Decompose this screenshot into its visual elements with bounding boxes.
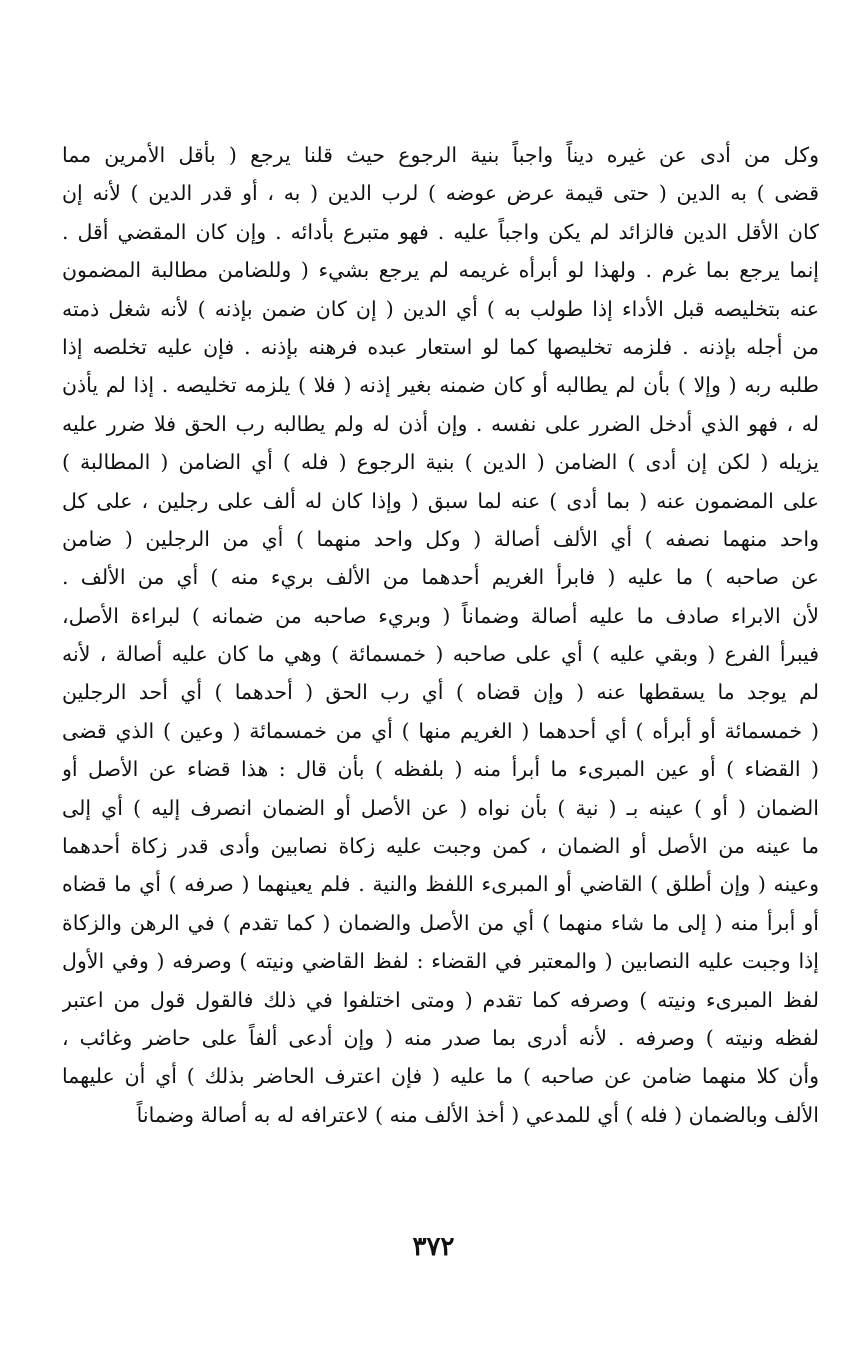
text-line: يزيله ( لكن إن أدى ) الضامن ( الدين ) بنية الرجوع ( فله ) أي الضامن ( المطالبة ) <box>62 450 819 475</box>
text-line: قضى ) به الدين ( حتى قيمة عرض عوضه ) لرب الدين ( به ، أو قدر الدين ) لأنه إن <box>62 181 819 206</box>
text-line: ( القضاء ) أو عين المبرىء ما أبرأ منه ( بلفظه ) بأن قال : هذا قضاء عن الأصل أو <box>62 757 819 782</box>
text-line: عنه بتخليصه قبل الأداء إذا طولب به ) أي الدين ( إن كان ضمن بإذنه ) لأنه شغل ذمته <box>62 296 819 321</box>
text-line: لأن الابراء صادف ما عليه أصالة وضماناً ( وبريء صاحبه من ضمانه ) لبراءة الأصل، <box>62 603 819 628</box>
page-number: ٣٧٢ <box>412 1232 455 1262</box>
text-line: وأن كلا منهما ضامن عن صاحبه ) ما عليه ( فإن اعترف الحاضر بذلك ) أي أن عليهما <box>62 1064 819 1089</box>
text-line: الضمان ( أو ) عينه بـ ( نية ) بأن نواه ( عن الأصل أو الضمان انصرف إليه ) أي إلى <box>62 795 819 820</box>
text-line: لفظ المبرىء ونيته ) وصرفه كما تقدم ( ومتى اختلفوا في ذلك فالقول قول من اعتبر <box>62 987 819 1012</box>
text-line: له ، فهو الذي أدخل الضرر على نفسه . وإن أذن له ولم يطالبه رب الحق فلا ضرر عليه <box>62 411 819 436</box>
text-line: طلبه ربه ( وإلا ) بأن لم يطالبه أو كان ضمنه بغير إذنه ( فلا ) يلزمه تخليصه . إذا لم يأذن <box>62 373 819 398</box>
text-line: عن صاحبه ) ما عليه ( فابرأ الغريم أحدهما من الألف بريء منه ) أي من الألف . <box>62 565 819 590</box>
text-line: كان الأقل الدين فالزائد لم يكن واجباً عليه . فهو متبرع بأدائه . وإن كان المقضي أقل . <box>62 219 819 244</box>
text-line: أو أبرأ منه ( إلى ما شاء منهما ) أي من الأصل والضمان ( كما تقدم ) في الرهن والزكاة <box>62 910 819 935</box>
text-line: ما عينه من الأصل أو الضمان ، كمن وجبت عليه زكاة نصابين وأدى قدر زكاة أحدهما <box>62 834 819 859</box>
body-text <box>62 136 819 1134</box>
text-line: إنما يرجع بما غرم . ولهذا لو أبرأه غريمه لم يرجع بشيء ( وللضامن مطالبة المضمون <box>62 258 819 283</box>
text-line: وعينه ( وإن أطلق ) القاضي أو المبرىء اللفظ والنية . فلم يعينهما ( صرفه ) أي ما قضاه <box>62 872 819 897</box>
text-line: ( خمسمائة أو أبرأه ) أي أحدهما ( الغريم منها ) أي من خمسمائة ( وعين ) الذي قضى <box>62 718 819 743</box>
text-line: فيبرأ الفرع ( وبقي عليه ) أي على صاحبه ( خمسمائة ) وهي ما كان عليه أصالة ، لأنه <box>62 642 819 667</box>
text-line: واحد منهما نصفه ) أي الألف أصالة ( وكل واحد منهما ) أي من الرجلين ( ضامن <box>62 526 819 551</box>
text-line: إذا وجبت عليه النصابين ( والمعتبر في القضاء : لفظ القاضي ونيته ) وصرفه ( وفي الأول <box>62 949 819 974</box>
text-line: وكل من أدى عن غيره ديناً واجباً بنية الرجوع حيث قلنا يرجع ( بأقل الأمرين مما <box>62 143 819 167</box>
text-line: لم يوجد ما يسقطها عنه ( وإن قضاه ) أي رب الحق ( أحدهما ) أي أحد الرجلين <box>62 680 819 705</box>
text-line: الألف وبالضمان ( فله ) أي للمدعي ( أخذ الألف منه ) لاعترافه له به أصالة وضماناً <box>136 1102 819 1127</box>
text-line: من أجله بإذنه . فلزمه تخليصها كما لو استعار عبده فرهنه بإذنه . فإن عليه تخلصه إذا <box>62 334 819 359</box>
text-line: لفظه ونيته ) وصرفه . لأنه أدرى بما صدر منه ( وإن أدعى ألفاً على حاضر وغائب ، <box>62 1025 819 1050</box>
text-line: على المضمون عنه ( بما أدى ) عنه لما سبق ( وإذا كان له ألف على رجلين ، على كل <box>62 488 819 513</box>
